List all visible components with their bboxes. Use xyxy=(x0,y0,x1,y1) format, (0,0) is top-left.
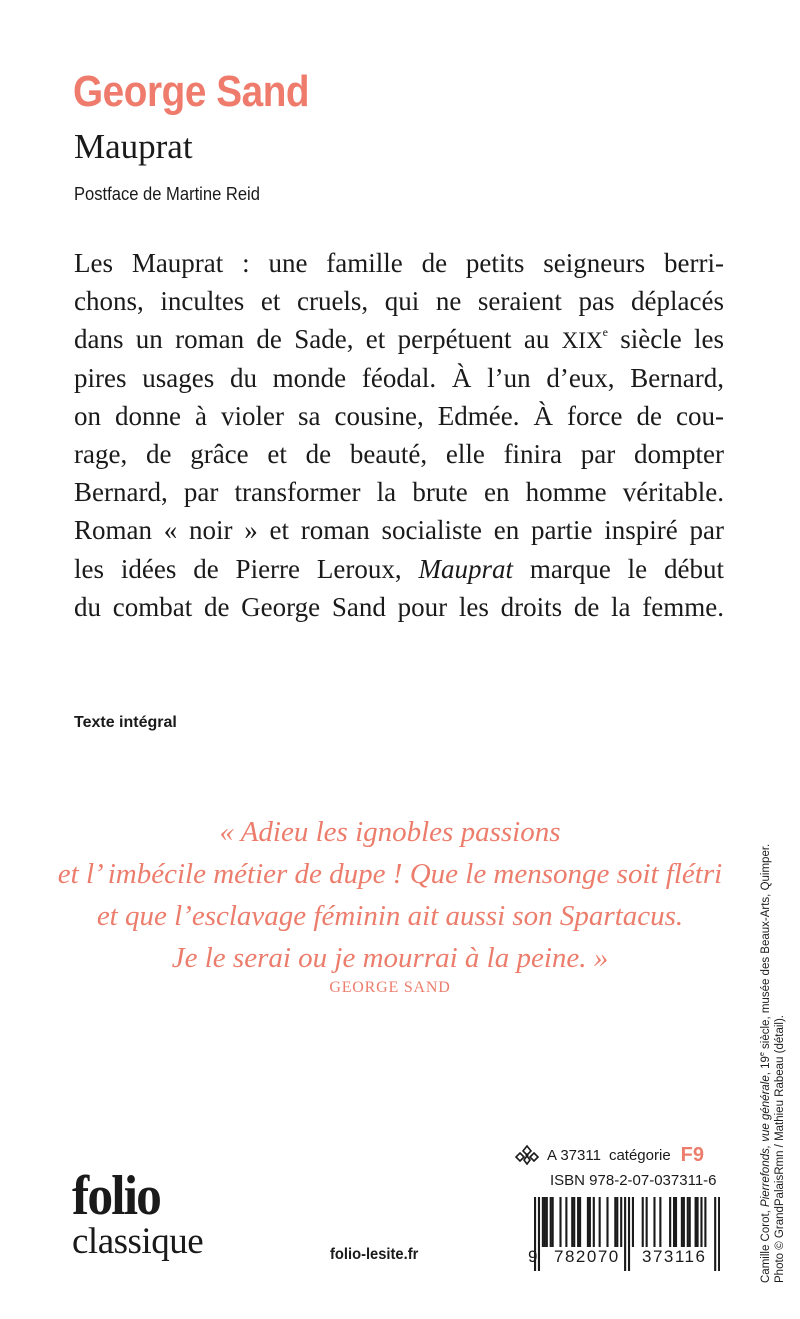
category-label: catégorie xyxy=(608,1146,671,1164)
blurb-line: Les Mauprat : une famille de petits seigneurs berri- xyxy=(74,248,724,278)
barcode-bar xyxy=(552,1197,554,1247)
barcode-bar xyxy=(689,1197,691,1247)
barcode-bar xyxy=(695,1197,697,1247)
back-cover-blurb xyxy=(74,244,724,626)
century-superscript: e xyxy=(602,325,608,340)
unabridged-label: Texte intégral xyxy=(74,714,177,731)
quote-line: « Adieu les ignobles passions xyxy=(219,816,561,848)
blurb-text: les idées de Pierre Leroux, xyxy=(74,553,402,584)
catalog-info xyxy=(515,1143,704,1167)
barcode-bar xyxy=(646,1197,648,1247)
catalog-number: A 37311 xyxy=(547,1146,601,1164)
barcode-bar xyxy=(673,1197,675,1247)
cover-image-credit xyxy=(756,843,788,1283)
barcode-bar xyxy=(542,1197,544,1247)
barcode-bar xyxy=(632,1197,634,1247)
website-link[interactable]: folio-lesite.fr xyxy=(330,1246,419,1263)
barcode-bar xyxy=(546,1197,548,1247)
barcode-bar xyxy=(573,1197,575,1247)
barcode-bar xyxy=(683,1197,685,1247)
barcode-bar xyxy=(620,1197,622,1247)
barcode-digits xyxy=(528,1247,728,1271)
author-name: George Sand xyxy=(73,67,310,116)
quote-line: Je le serai ou je mourrai à la peine. » xyxy=(171,942,609,974)
barcode-bar xyxy=(653,1197,655,1247)
book-title: Mauprat xyxy=(74,127,193,166)
barcode-bar xyxy=(579,1197,581,1247)
credit-artwork-title: Pierrefonds, vue générale xyxy=(759,1075,772,1207)
barcode-bar xyxy=(669,1197,671,1247)
barcode-bar xyxy=(697,1197,699,1247)
blurb-line xyxy=(74,550,724,588)
credit-text: , 19 xyxy=(759,1056,772,1076)
barcode-bar xyxy=(565,1197,567,1247)
barcode-bar xyxy=(577,1197,579,1247)
italic-title: Mauprat xyxy=(418,553,513,584)
blurb-line: chons, incultes et cruels, qui ne seraient pas déplacés xyxy=(74,286,724,317)
barcode-bar xyxy=(687,1197,689,1247)
barcode-bar xyxy=(659,1197,661,1247)
logo-folio: folio xyxy=(72,1165,161,1227)
barcode-bar xyxy=(589,1197,591,1247)
credit-line: Photo © GrandPalaisRmn / Mathieu Rabeau (détail). xyxy=(774,1015,787,1283)
category-code: F9 xyxy=(680,1143,705,1166)
blurb-line xyxy=(74,320,724,358)
barcode-left-group: 782070 xyxy=(554,1247,620,1266)
blurb-text: dans un roman de Sade, et perpétuent au xyxy=(74,324,550,355)
blurb-line: du combat de George Sand pour les droits de la femme. xyxy=(74,591,724,622)
credit-line xyxy=(756,843,773,1283)
blurb-line: rage, de grâce et de beauté, elle finira par dompter xyxy=(74,438,724,469)
barcode-bar xyxy=(544,1197,546,1247)
barcode-bar xyxy=(606,1197,608,1247)
barcode-bar xyxy=(571,1197,573,1247)
blurb-line: pires usages du monde féodal. À l’un d’eux, Bernard, xyxy=(74,362,724,393)
credit-text: Camille Corot, xyxy=(759,1206,772,1283)
century-numeral: XIX xyxy=(561,328,603,354)
barcode-right-group: 373116 xyxy=(642,1247,707,1266)
gallimard-emblem-icon xyxy=(515,1144,539,1166)
barcode-bar xyxy=(614,1197,616,1247)
barcode-bar xyxy=(642,1197,644,1247)
barcode-bar xyxy=(559,1197,561,1247)
epigraph-quote xyxy=(40,811,740,979)
quote-attribution: GEORGE SAND xyxy=(329,979,451,996)
barcode-bar xyxy=(675,1197,677,1247)
quote-line: et que l’esclavage féminin ait aussi son Spartacus. xyxy=(96,900,684,932)
blurb-line: Bernard, par transformer la brute en homme véritable. xyxy=(74,477,724,508)
barcode-bar xyxy=(616,1197,618,1247)
barcode-bar xyxy=(704,1197,706,1247)
blurb-text: marque le début xyxy=(529,553,725,584)
blurb-line: on donne à violer sa cousine, Edmée. À force de cou- xyxy=(74,400,724,431)
barcode-bar xyxy=(700,1197,702,1247)
credit-text: siècle, musée des Beaux-Arts, Quimper. xyxy=(759,843,772,1053)
blurb-line: Roman « noir » et roman socialiste en partie inspiré par xyxy=(74,515,724,546)
credit-superscript: e xyxy=(759,1052,766,1057)
folio-classique-logo xyxy=(72,1165,232,1262)
postface-credit: Postface de Martine Reid xyxy=(74,184,260,204)
barcode-bar xyxy=(593,1197,595,1247)
quote-line: et l’ imbécile métier de dupe ! Que le mensonge soit flétri xyxy=(57,858,723,890)
barcode-bar xyxy=(681,1197,683,1247)
isbn-number: ISBN 978-2-07-037311-6 xyxy=(550,1172,717,1189)
barcode-bar xyxy=(599,1197,601,1247)
barcode-bar xyxy=(587,1197,589,1247)
logo-classique: classique xyxy=(72,1221,204,1262)
barcode-lead-digit: 9 xyxy=(528,1247,538,1266)
blurb-text: siècle les xyxy=(620,324,724,355)
barcode-bar xyxy=(550,1197,552,1247)
